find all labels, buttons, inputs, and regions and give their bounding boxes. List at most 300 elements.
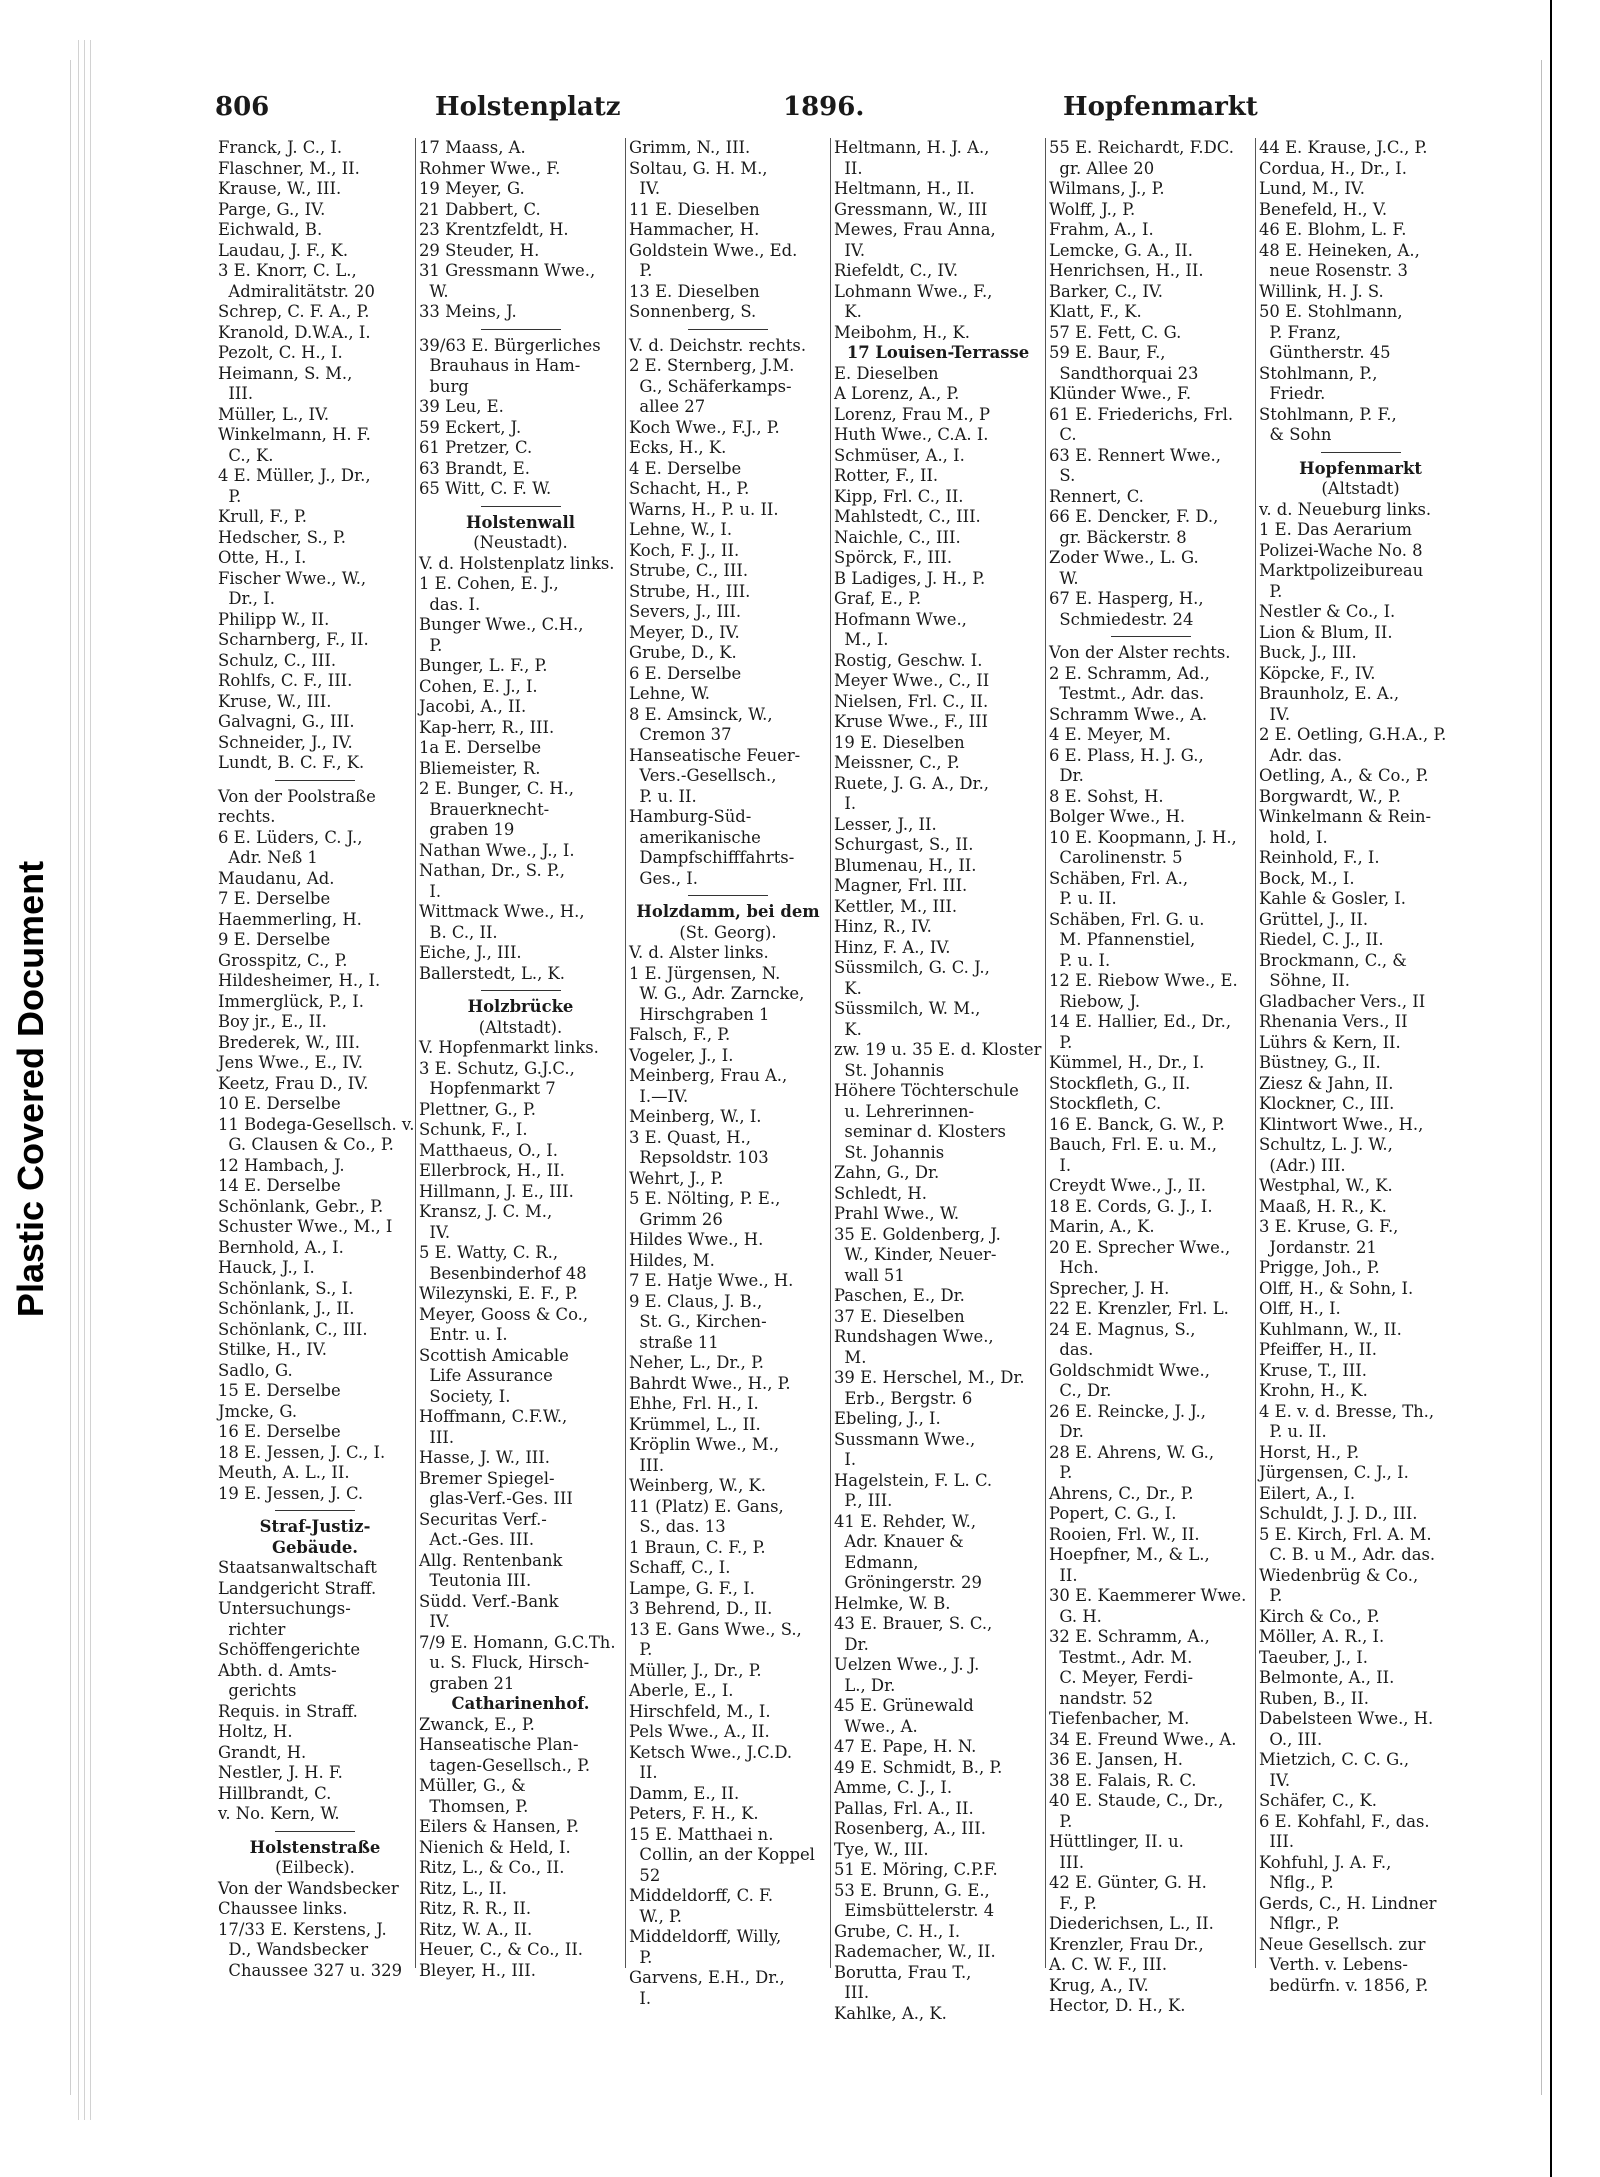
directory-entry: S., das. 13 [629,1517,726,1536]
directory-entry: 6 E. Kohfahl, F., das. [1259,1811,1430,1831]
directory-entry: M. Pfannenstiel, [1049,930,1196,949]
directory-entry: 3 Behrend, D., II. [629,1599,773,1618]
column-2 [415,138,625,1980]
directory-entry: Willink, H. J. S. [1259,281,1384,301]
directory-entry: Lemcke, G. A., II. [1049,240,1193,260]
directory-entry: F., P. [1049,1893,1097,1913]
directory-entry: Krull, F., P. [218,507,307,526]
directory-entry: Wwe., A. [834,1716,918,1736]
street-heading: Holstenwall [466,512,575,532]
directory-entry: Riedel, C. J., II. [1259,930,1384,949]
directory-entry: Pfeiffer, H., II. [1259,1340,1377,1359]
directory-entry: Galvagni, G., III. [218,712,355,731]
directory-entry: das. [1049,1340,1094,1359]
directory-entry: Kahle & Gosler, I. [1259,889,1406,908]
directory-entry: Wolff, J., P. [1049,199,1136,219]
directory-entry: Rennert, C. [1049,486,1144,506]
section-divider [1111,636,1191,637]
directory-entry: Friedr. [1259,384,1326,403]
directory-entry: Ges., I. [629,868,698,888]
directory-entry: P. u. II. [629,786,697,806]
directory-entry: u. Lehrerinnen- [834,1101,975,1121]
directory-entry: 23 Krentzfeldt, H. [419,220,569,239]
directory-entry: P. [1259,581,1283,601]
directory-entry: Plettner, G., P. [419,1099,536,1119]
directory-entry: 3 E. Schutz, G.J.C., [419,1058,575,1078]
directory-entry: P. [419,635,443,655]
section-divider [275,1510,355,1511]
page-number: 806 [215,92,270,122]
directory-entry: Vogeler, J., I. [629,1045,734,1065]
directory-entry: Helmke, W. B. [834,1593,951,1613]
directory-entry: 38 E. Falais, R. C. [1049,1770,1197,1790]
directory-entry: IV. [1259,1770,1291,1790]
directory-entry: II. [1049,1565,1078,1585]
directory-entry: K. [834,1019,862,1039]
directory-entry: Schuster Wwe., M., I [218,1217,393,1236]
directory-entry: Hanseatische Plan- [419,1735,579,1754]
directory-entry: 16 E. Derselbe [218,1422,341,1441]
directory-entry: Neue Gesellsch. zur [1259,1934,1426,1954]
directory-entry: 2 E. Schramm, Ad., [1049,663,1210,683]
directory-entry: 4 E. Müller, J., Dr., [218,466,371,485]
directory-entry: 39 E. Herschel, M., Dr. [834,1368,1025,1387]
directory-entry: C. [1049,425,1077,444]
directory-entry: Chaussee 327 u. 329 [218,1960,403,1980]
directory-entry: Chaussee links. [218,1899,348,1918]
directory-entry: seminar d. Klosters [834,1122,1006,1141]
directory-entry: A. C. W. F., III. [1049,1955,1168,1974]
directory-entry: Cohen, E. J., I. [419,676,538,696]
directory-entry: II. [629,1763,658,1782]
directory-entry: Dabelsteen Wwe., H. [1259,1709,1434,1728]
directory-entry: Creydt Wwe., J., II. [1049,1176,1206,1195]
directory-entry: graben 21 [419,1673,515,1693]
directory-entry: Horst, H., P. [1259,1442,1360,1462]
column-1 [215,138,415,1980]
directory-entry: 17 Maass, A. [419,138,526,157]
directory-entry: Meyer, Gooss & Co., [419,1304,589,1324]
directory-entry: P. [629,1640,653,1659]
directory-entry: Eichwald, B. [218,220,323,239]
directory-entry: 52 [629,1865,661,1885]
directory-entry: IV. [419,1612,451,1631]
directory-entry: Lampe, G. F., I. [629,1578,755,1598]
directory-entry: Repsoldstr. 103 [629,1148,769,1167]
directory-entry: Falsch, F., P. [629,1025,731,1044]
directory-entry: Rademacher, W., II. [834,1942,996,1961]
directory-entry: Nathan, Dr., S. P., [419,861,565,880]
directory-entry: Zwanck, E., P. [419,1714,535,1734]
directory-entry: Taeuber, J., I. [1259,1647,1368,1667]
directory-entry: Pezolt, C. H., I. [218,343,343,362]
section-divider [481,506,561,507]
directory-entry: Buck, J., III. [1259,643,1357,662]
directory-entry: Ketsch Wwe., J.C.D. [629,1742,793,1762]
directory-entry: 2 E. Oetling, G.H.A., P. [1259,725,1447,744]
directory-entry: 49 E. Schmidt, B., P. [834,1757,1003,1777]
directory-entry: allee 27 [629,397,706,416]
directory-entry: 31 Gressmann Wwe., [419,261,596,280]
directory-entry: Prigge, Joh., P. [1259,1258,1380,1277]
street-heading: Hopfenmarkt [1299,458,1422,478]
directory-entry: Bunger Wwe., C.H., [419,615,584,634]
directory-entry: Scharnberg, F., II. [218,630,369,649]
directory-entry: Uelzen Wwe., J. J. [834,1655,980,1674]
directory-entry: St. Johannis [834,1142,945,1162]
directory-entry: Heuer, C., & Co., II. [419,1940,584,1959]
directory-entry: 1 Braun, C. F., P. [629,1537,766,1557]
directory-entry: III. [629,1455,665,1475]
directory-entry: Winkelmann & Rein- [1259,807,1432,826]
directory-entry: 11 Bodega-Gesellsch. v. [218,1114,415,1134]
directory-entry: 47 E. Pape, H. N. [834,1737,977,1756]
directory-entry: 39/63 E. Bürgerliches [419,335,601,355]
directory-entry: Oetling, A., & Co., P. [1259,766,1429,785]
directory-entry: 6 E. Derselbe [629,663,742,683]
directory-entry: Eilert, A., I. [1259,1483,1356,1503]
directory-entry: Heimann, S. M., [218,363,353,383]
directory-entry: Schneider, J., IV. [218,732,353,752]
directory-entry: Graf, E., P. [834,589,922,608]
directory-entry: Rhenania Vers., II [1259,1012,1408,1031]
directory-entry: 6 E. Plass, H. J. G., [1049,745,1204,765]
directory-entry: I. [419,881,442,901]
directory-entry: Damm, E., II. [629,1783,740,1803]
directory-entry: Scottish Amicable [419,1345,569,1365]
directory-entry: Immerglück, P., I. [218,991,364,1011]
directory-entry: 18 E. Jessen, J. C., I. [218,1442,386,1462]
directory-entry: Koch, F. J., II. [629,540,740,560]
directory-entry: Dr., I. [218,589,275,608]
directory-entry: P. u. II. [1259,1422,1327,1441]
section-divider [481,329,561,330]
directory-entry: Schönlank, C., III. [218,1319,368,1339]
directory-entry: burg [419,376,469,396]
directory-entry: Müller, L., IV. [218,404,330,424]
directory-entry: 42 E. Günter, G. H. [1049,1873,1207,1892]
directory-entry: Güntherstr. 45 [1259,343,1391,362]
directory-entry: Eimsbüttelerstr. 4 [834,1901,995,1920]
directory-entry: Bremer Spiegel- [419,1468,555,1488]
directory-entry: Strube, C., III. [629,561,749,580]
directory-entry: Hanseatische Feuer- [629,745,801,765]
directory-entry: P. u. I. [1049,950,1111,970]
directory-entry: Jacobi, A., II. [419,697,527,716]
directory-entry: Kruse Wwe., F., III [834,712,989,731]
directory-entry: Büstney, G., II. [1259,1053,1381,1072]
directory-entry: 7/9 E. Homann, G.C.Th. [419,1632,616,1652]
directory-entry: Schmüser, A., I. [834,445,965,465]
directory-entry: Fischer Wwe., W., [218,568,367,588]
directory-entry: Ahrens, C., Dr., P. [1049,1483,1194,1503]
directory-entry: Nestler, J. H. F. [218,1763,343,1782]
directory-entry: Meyer Wwe., C., II [834,671,990,690]
street-heading: Holzdamm, bei dem [636,902,820,921]
directory-entry: Blumenau, H., II. [834,855,977,875]
directory-entry: Dr. [1049,1422,1084,1441]
directory-entry: 26 E. Reincke, J. J., [1049,1401,1206,1421]
directory-entry: Gladbacher Vers., II [1259,991,1426,1011]
directory-entry: Eiche, J., III. [419,943,522,962]
directory-entry: Maaß, H. R., K. [1259,1196,1387,1216]
section-divider [481,990,561,991]
directory-entry: tagen-Gesellsch., P. [419,1755,591,1775]
directory-entry: Collin, an der Koppel [629,1845,815,1864]
directory-entry: Schäben, Frl. A., [1049,868,1189,888]
directory-entry: A Lorenz, A., P. [834,384,960,403]
directory-entry: Möller, A. R., I. [1259,1627,1385,1646]
directory-entry: Schacht, H., P. [629,479,750,498]
directory-entry: W. [419,281,449,301]
directory-entry: I. [629,1988,652,2008]
directory-entry: Diederichsen, L., II. [1049,1914,1214,1933]
directory-entry: Stockfleth, G., II. [1049,1073,1191,1093]
directory-entry: Haemmerling, H. [218,909,362,929]
directory-entry: Heltmann, H., II. [834,179,975,198]
directory-entry: Winkelmann, H. F. [218,425,371,444]
directory-entry: C. Meyer, Ferdi- [1049,1668,1193,1687]
directory-entry: 9 E. Claus, J. B., [629,1291,763,1311]
directory-entry: 13 E. Gans Wwe., S., [629,1619,802,1639]
directory-entry: P. [1049,1811,1073,1831]
directory-entry: 48 E. Heineken, A., [1259,240,1420,260]
directory-entry: Borutta, Frau T., [834,1962,972,1982]
directory-entry: Adr. Knauer & [834,1532,964,1551]
directory-entry: Polizei-Wache No. 8 [1259,540,1423,560]
directory-entry: Testmt., Adr. das. [1049,684,1205,703]
directory-entry: 63 Brandt, E. [419,458,530,478]
directory-entry: B Ladiges, J. H., P. [834,568,986,588]
directory-entry: 67 E. Hasperg, H., [1049,589,1204,608]
directory-entry: Krümmel, L., II. [629,1414,761,1434]
directory-entry: 34 E. Freund Wwe., A. [1049,1729,1237,1749]
directory-entry: Koch Wwe., F.J., P. [629,417,780,437]
directory-entry: Krohn, H., K. [1259,1381,1368,1400]
directory-entry: Rooien, Frl. W., II. [1049,1524,1200,1544]
directory-entry: 19 Meyer, G. [419,179,525,198]
directory-entry: Hch. [1049,1258,1099,1277]
directory-entry: P. u. II. [1049,889,1117,908]
directory-entry: Boy jr., E., II. [218,1012,327,1031]
directory-entry: 16 E. Banck, G. W., P. [1049,1114,1225,1134]
directory-entry: Hirschgraben 1 [629,1004,770,1024]
directory-entry: Sonnenberg, S. [629,302,757,321]
directory-entry: Jens Wwe., E., IV. [218,1053,363,1072]
directory-entry: Hildesheimer, H., I. [218,971,381,990]
directory-entry: III. [1049,1852,1085,1872]
directory-entry: Meuth, A. L., II. [218,1463,350,1482]
directory-entry: Lundt, B. C. F., K. [218,753,365,772]
directory-entry: 15 E. Matthaei n. [629,1824,774,1844]
directory-entry: G. H. [1049,1606,1102,1626]
directory-entry: Söhne, II. [1259,971,1350,990]
directory-entry: Ehhe, Frl. H., I. [629,1394,759,1413]
directory-entry: 45 E. Grünewald [834,1696,974,1715]
directory-entry: Grüttel, J., II. [1259,909,1369,929]
directory-entry: Entr. u. I. [419,1325,508,1344]
directory-entry: Schäben, Frl. G. u. [1049,909,1205,929]
directory-entry: Kohfuhl, J. A. F., [1259,1852,1392,1872]
directory-entry: Meinberg, Frau A., [629,1066,788,1085]
directory-entry: Hauck, J., I. [218,1258,315,1277]
directory-entry: Requis. in Straff. [218,1701,358,1721]
year: 1896. [783,92,865,122]
directory-entry: Brauhaus in Ham- [419,356,581,375]
directory-entry: Schuldt, J. J. D., III. [1259,1504,1418,1523]
directory-entry: Vers.-Gesellsch., [629,766,777,785]
directory-entry: Cordua, H., Dr., I. [1259,158,1407,178]
directory-entry: Hildes, M. [629,1250,715,1270]
directory-entry: Thomsen, P. [419,1796,529,1816]
directory-entry: Amme, C. J., I. [834,1778,953,1797]
directory-entry: hold, I. [1259,827,1328,847]
directory-entry: Untersuchungs- [218,1599,351,1618]
directory-entry: Ruben, B., II. [1259,1688,1369,1708]
directory-entry: Riebow, J. [1049,991,1141,1011]
directory-entry: 7 E. Hatje Wwe., H. [629,1271,794,1290]
directory-entry: Weinberg, W., K. [629,1476,767,1495]
directory-entry: 9 E. Derselbe [218,930,331,949]
directory-entry: Besenbinderhof 48 [419,1263,587,1283]
directory-entry: 15 E. Derselbe [218,1381,341,1400]
directory-entry: Dr. [1049,766,1084,785]
directory-entry: Krug, A., IV. [1049,1975,1149,1995]
right-running-head: Hopfenmarkt [1063,92,1258,122]
directory-entry: Stilke, H., IV. [218,1340,327,1359]
directory-entry: G., Schäferkamps- [629,376,792,396]
directory-entry: E. Dieselben [834,363,939,383]
directory-entry: Zoder Wwe., L. G. [1049,548,1199,567]
column-4 [830,138,1045,2023]
directory-entry: M. [834,1347,867,1367]
directory-entry: Brauerknecht- [419,799,550,819]
directory-entry: Sadlo, G. [218,1360,293,1380]
directory-entry: Kruse, W., III. [218,691,332,711]
directory-entry: 50 E. Stohlmann, [1259,302,1403,321]
directory-entry: Peters, F. H., K. [629,1804,759,1823]
directory-entry: Südd. Verf.-Bank [419,1591,559,1611]
directory-entry: Reinhold, F., I. [1259,848,1380,867]
directory-entry: 43 E. Brauer, S. C., [834,1614,993,1633]
directory-entry: Goldstein Wwe., Ed. [629,240,798,260]
directory-entry: Teutonia III. [419,1571,532,1590]
directory-entry: Jordanstr. 21 [1259,1237,1377,1257]
directory-entry: 66 E. Dencker, F. D., [1049,507,1219,526]
directory-entry: nandstr. 52 [1049,1688,1154,1708]
directory-entry: Kröplin Wwe., M., [629,1435,780,1454]
directory-entry: Bock, M., I. [1259,868,1355,888]
directory-columns [215,138,1465,2023]
directory-entry: rechts. [218,807,276,826]
page-binding [1550,0,1592,2177]
directory-entry: 2 E. Bunger, C. H., [419,779,574,798]
directory-entry: Adr. das. [1259,745,1343,765]
page-header [215,92,1455,132]
directory-entry: P. [629,1947,653,1967]
directory-entry: I. [834,794,857,813]
directory-entry: Nflg., P. [1259,1873,1334,1892]
directory-entry: Krenzler, Frau Dr., [1049,1934,1204,1954]
directory-entry: 8 E. Amsinck, W., [629,704,773,724]
directory-entry: Admiralitätstr. 20 [218,281,375,301]
directory-entry: Müller, G., & [419,1776,526,1795]
directory-entry: Ecks, H., K. [629,438,727,457]
directory-entry: Meyer, D., IV. [629,622,740,642]
directory-entry: IV. [1259,704,1291,724]
directory-entry: Matthaeus, O., I. [419,1140,558,1160]
directory-entry: W. G., Adr. Zarncke, [629,984,805,1003]
directory-entry: Hillbrandt, C. [218,1783,332,1803]
directory-entry: Grandt, H. [218,1742,307,1762]
directory-entry: IV. [419,1222,451,1242]
directory-entry: Schöffengerichte [218,1640,361,1659]
directory-entry: Schönlank, S., I. [218,1278,354,1298]
directory-entry: Adr. Neß 1 [218,848,318,867]
directory-entry: 51 E. Möring, C.P.F. [834,1860,998,1879]
directory-entry: Staatsanwaltschaft [218,1558,377,1577]
directory-entry: Nathan Wwe., J., I. [419,840,575,860]
directory-entry: Von der Wandsbecker [218,1878,399,1898]
column-5 [1045,138,1255,2015]
district-label: (Altstadt). [478,1017,563,1037]
directory-entry: amerikanische [629,827,761,847]
directory-entry: Nienich & Held, I. [419,1837,571,1857]
directory-entry: 59 E. Baur, F., [1049,343,1166,362]
directory-entry: Sandthorquai 23 [1049,363,1199,383]
directory-entry: 40 E. Staude, C., Dr., [1049,1791,1224,1810]
directory-entry: Rohlfs, C. F., III. [218,671,353,690]
directory-entry: Heltmann, H. J. A., [834,138,990,157]
directory-entry: das. I. [419,594,481,614]
directory-entry: Severs, J., III. [629,602,742,621]
directory-entry: St. G., Kirchen- [629,1312,767,1331]
directory-entry: V. d. Alster links. [629,943,769,962]
directory-entry: 3 E. Quast, H., [629,1127,751,1147]
directory-entry: I.—IV. [629,1086,689,1106]
directory-entry: V. d. Deichstr. rechts. [629,335,807,355]
directory-entry: V. d. Holstenplatz links. [419,553,615,573]
directory-entry: Brederek, W., III. [218,1032,360,1052]
directory-entry: 53 E. Brunn, G. E., [834,1880,990,1900]
directory-entry: glas-Verf.-Ges. III [419,1489,573,1508]
directory-entry: P. [1049,1032,1073,1052]
directory-entry: Krause, W., III. [218,179,342,198]
street-heading: Catharinenhof. [451,1694,590,1713]
directory-entry: Hinz, R., IV. [834,917,932,936]
directory-entry: 36 E. Jansen, H. [1049,1750,1183,1769]
district-label: (St. Georg). [679,922,777,942]
directory-entry: Kirch & Co., P. [1259,1606,1380,1626]
directory-entry: Landgericht Straff. [218,1578,377,1598]
directory-entry: Belmonte, A., II. [1259,1668,1395,1687]
section-divider [1321,452,1401,453]
directory-entry: Carolinenstr. 5 [1049,848,1183,867]
directory-entry: Edmann, [834,1552,919,1572]
directory-entry: Aberle, E., I. [629,1681,734,1700]
directory-entry: Ritz, L., & Co., II. [419,1858,565,1877]
directory-entry: 5 E. Nölting, P. E., [629,1189,781,1208]
directory-entry: Huth Wwe., C.A. I. [834,425,989,444]
directory-entry: Hedscher, S., P. [218,527,346,547]
directory-entry: Grosspitz, C., P. [218,950,348,970]
directory-entry: 14 E. Hallier, Ed., Dr., [1049,1012,1232,1031]
directory-entry: Mewes, Frau Anna, [834,220,996,239]
directory-entry: 8 E. Sohst, H. [1049,786,1164,806]
directory-entry: Pels Wwe., A., II. [629,1722,770,1741]
directory-entry: Schäfer, C., K. [1259,1791,1377,1810]
directory-entry: Grimm, N., III. [629,138,751,157]
